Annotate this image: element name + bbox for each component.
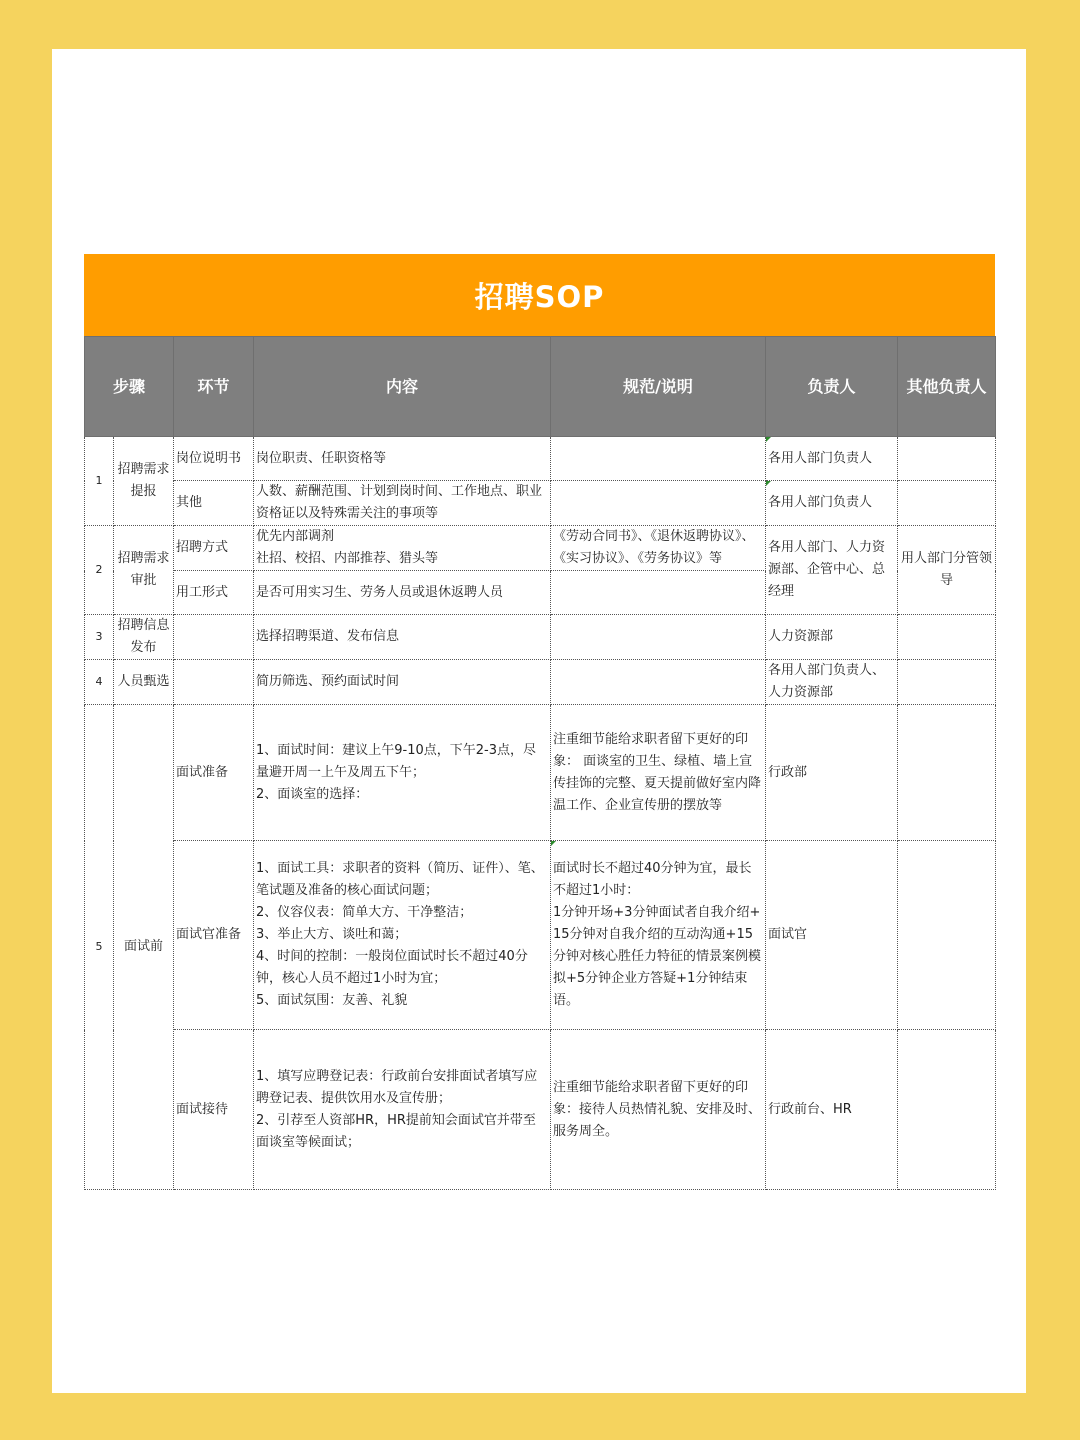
header-content: 内容 [254, 337, 551, 437]
content-line: 3、举止大方、谈吐和蔼； [256, 927, 408, 942]
spec-line: 面试时长不超过40分钟为宜，最长不超过1小时： [553, 861, 752, 898]
owner-cell: 面试官 [766, 841, 898, 1030]
content-line: 2、引荐至人资部HR，HR提前知会面试官并带至面谈室等候面试； [256, 1112, 536, 1150]
content-cell [254, 526, 551, 571]
step-name: 招聘需求提报 [114, 437, 174, 526]
step-name: 招聘信息发布 [114, 615, 174, 660]
owner-cell: 行政前台、HR [766, 1030, 898, 1190]
table-row [85, 526, 996, 571]
table-row [85, 481, 996, 526]
phase-cell: 其他 [174, 481, 254, 526]
other-owner-cell: 用人部门分管领导 [898, 526, 996, 615]
content-cell: 简历筛选、预约面试时间 [254, 660, 551, 705]
phase-cell: 面试准备 [174, 705, 254, 841]
header-spec: 规范/说明 [551, 337, 766, 437]
spec-cell [551, 660, 766, 705]
spec-cell [551, 615, 766, 660]
table-row [85, 660, 996, 705]
other-owner-cell [898, 660, 996, 705]
other-owner-cell [898, 841, 996, 1030]
content-line: 1、面试时间：建议上午9-10点，下午2-3点，尽量避开周一上午及周五下午； [256, 742, 537, 780]
step-number: 1 [85, 437, 114, 526]
content-line: 2、仪容仪表：简单大方、干净整洁； [256, 905, 473, 920]
content-line: 优先内部调剂 [256, 529, 335, 544]
content-cell [254, 1030, 551, 1190]
content-cell: 选择招聘渠道、发布信息 [254, 615, 551, 660]
phase-cell: 用工形式 [174, 571, 254, 615]
table-title: 招聘SOP [84, 254, 995, 336]
step-number: 2 [85, 526, 114, 615]
table-row [85, 841, 996, 1030]
other-owner-cell [898, 1030, 996, 1190]
content-line: 社招、校招、内部推荐、猎头等 [256, 551, 439, 566]
other-owner-cell [898, 481, 996, 526]
spec-cell: 注重细节能给求职者留下更好的印象：接待人员热情礼貌、安排及时、服务周全。 [551, 1030, 766, 1190]
phase-cell: 面试官准备 [174, 841, 254, 1030]
table-row [85, 705, 996, 841]
content-cell: 人数、薪酬范围、计划到岗时间、工作地点、职业资格证以及特殊需关注的事项等 [254, 481, 551, 526]
other-owner-cell [898, 437, 996, 481]
spec-cell [551, 481, 766, 526]
content-cell: 是否可用实习生、劳务人员或退休返聘人员 [254, 571, 551, 615]
step-name: 人员甄选 [114, 660, 174, 705]
spec-cell: 《劳动合同书》、《退休返聘协议》、《实习协议》、《劳务协议》等 [551, 526, 766, 571]
step-name: 面试前 [114, 705, 174, 1190]
spec-cell [551, 571, 766, 615]
owner-cell: 行政部 [766, 705, 898, 841]
header-owner: 负责人 [766, 337, 898, 437]
content-cell [254, 841, 551, 1030]
step-number: 4 [85, 660, 114, 705]
phase-cell: 招聘方式 [174, 526, 254, 571]
table-row [85, 437, 996, 481]
header-phase: 环节 [174, 337, 254, 437]
phase-cell: 面试接待 [174, 1030, 254, 1190]
owner-cell: 各用人部门负责人、人力资源部 [766, 660, 898, 705]
sop-table-wrapper [84, 254, 995, 1190]
phase-cell: 岗位说明书 [174, 437, 254, 481]
content-line: 1、填写应聘登记表：行政前台安排面试者填写应聘登记表、提供饮用水及宣传册； [256, 1068, 538, 1106]
owner-cell: 人力资源部 [766, 615, 898, 660]
spec-cell [551, 437, 766, 481]
header-other-owner: 其他负责人 [898, 337, 996, 437]
table-row [85, 615, 996, 660]
content-line: 4、时间的控制：一般岗位面试时长不超过40分钟，核心人员不超过1小时为宜； [256, 949, 528, 986]
spec-cell [551, 841, 766, 1030]
owner-cell: 各用人部门、人力资源部、企管中心、总经理 [766, 526, 898, 615]
content-line: 5、面试氛围：友善、礼貌 [256, 993, 408, 1008]
header-step: 步骤 [85, 337, 174, 437]
other-owner-cell [898, 615, 996, 660]
header-row [85, 337, 996, 437]
table-row [85, 1030, 996, 1190]
phase-cell [174, 660, 254, 705]
owner-cell: 各用人部门负责人 [766, 437, 898, 481]
phase-cell [174, 615, 254, 660]
sheet [52, 49, 1026, 1393]
step-name: 招聘需求审批 [114, 526, 174, 615]
spec-line: 1分钟开场+3分钟面试者自我介绍+15分钟对自我介绍的互动沟通+15分钟对核心胜任力特征的情景案例模拟+5分钟企业方答疑+1分钟结束语。 [553, 905, 762, 1008]
content-cell: 岗位职责、任职资格等 [254, 437, 551, 481]
content-line: 1、面试工具：求职者的资料（简历、证件）、笔、笔试题及准备的核心面试问题； [256, 861, 544, 898]
spec-cell: 注重细节能给求职者留下更好的印象： 面谈室的卫生、绿植、墙上宣传挂饰的完整、夏天提前做好室内降温工作、企业宣传册的摆放等 [551, 705, 766, 841]
step-number: 3 [85, 615, 114, 660]
content-cell [254, 705, 551, 841]
step-number: 5 [85, 705, 114, 1190]
sop-table [84, 336, 996, 1190]
owner-cell: 各用人部门负责人 [766, 481, 898, 526]
other-owner-cell [898, 705, 996, 841]
content-line: 2、面谈室的选择： [256, 786, 369, 802]
